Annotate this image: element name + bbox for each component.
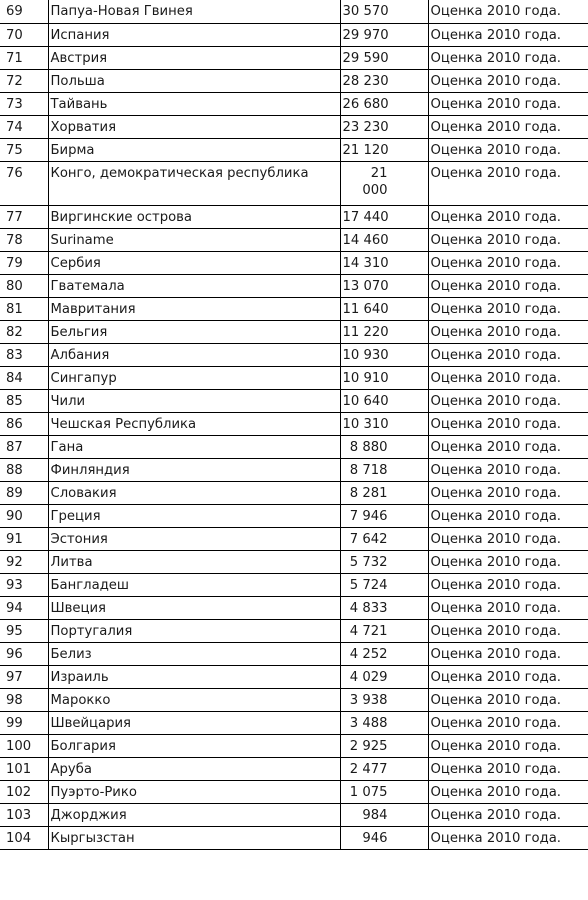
value-cell: 10 640 — [340, 389, 428, 412]
row-number-cell: 99 — [0, 711, 48, 734]
country-name-cell: Швеция — [48, 596, 340, 619]
value-cell: 11 220 — [340, 320, 428, 343]
table-row — [0, 297, 588, 320]
row-number-cell: 77 — [0, 205, 48, 228]
note-cell: Оценка 2010 года. — [428, 274, 588, 297]
country-name-cell: Гватемала — [48, 274, 340, 297]
value-cell: 17 440 — [340, 205, 428, 228]
note-cell: Оценка 2010 года. — [428, 412, 588, 435]
note-cell: Оценка 2010 года. — [428, 688, 588, 711]
country-name-cell: Польша — [48, 69, 340, 92]
note-cell: Оценка 2010 года. — [428, 343, 588, 366]
country-name-cell: Пуэрто-Рико — [48, 780, 340, 803]
value-cell: 23 230 — [340, 115, 428, 138]
table-row — [0, 435, 588, 458]
row-number-cell: 72 — [0, 69, 48, 92]
value-cell: 11 640 — [340, 297, 428, 320]
value-cell: 8 880 — [340, 435, 428, 458]
table-row — [0, 251, 588, 274]
value-cell: 4 833 — [340, 596, 428, 619]
value-cell: 29 970 — [340, 23, 428, 46]
row-number-cell: 85 — [0, 389, 48, 412]
country-name-cell: Австрия — [48, 46, 340, 69]
table-row — [0, 161, 588, 205]
value-cell: 3 938 — [340, 688, 428, 711]
note-cell: Оценка 2010 года. — [428, 389, 588, 412]
row-number-cell: 94 — [0, 596, 48, 619]
table-row — [0, 481, 588, 504]
table-row — [0, 0, 588, 23]
country-name-cell: Литва — [48, 550, 340, 573]
row-number-cell: 75 — [0, 138, 48, 161]
row-number-cell: 101 — [0, 757, 48, 780]
table-row — [0, 734, 588, 757]
note-cell: Оценка 2010 года. — [428, 92, 588, 115]
row-number-cell: 81 — [0, 297, 48, 320]
country-name-cell: Виргинские острова — [48, 205, 340, 228]
table-row — [0, 205, 588, 228]
note-cell: Оценка 2010 года. — [428, 115, 588, 138]
note-cell: Оценка 2010 года. — [428, 320, 588, 343]
row-number-cell: 100 — [0, 734, 48, 757]
row-number-cell: 87 — [0, 435, 48, 458]
note-cell: Оценка 2010 года. — [428, 780, 588, 803]
row-number-cell: 83 — [0, 343, 48, 366]
row-number-cell: 82 — [0, 320, 48, 343]
table-row — [0, 366, 588, 389]
row-number-cell: 76 — [0, 161, 48, 205]
value-cell: 4 721 — [340, 619, 428, 642]
row-number-cell: 69 — [0, 0, 48, 23]
value-cell: 13 070 — [340, 274, 428, 297]
value-cell: 7 642 — [340, 527, 428, 550]
value-cell: 5 724 — [340, 573, 428, 596]
row-number-cell: 103 — [0, 803, 48, 826]
country-name-cell: Сингапур — [48, 366, 340, 389]
note-cell: Оценка 2010 года. — [428, 481, 588, 504]
country-name-cell: Аруба — [48, 757, 340, 780]
country-name-cell: Сербия — [48, 251, 340, 274]
value-cell: 4 029 — [340, 665, 428, 688]
table-row — [0, 343, 588, 366]
note-cell: Оценка 2010 года. — [428, 0, 588, 23]
note-cell: Оценка 2010 года. — [428, 366, 588, 389]
note-cell: Оценка 2010 года. — [428, 550, 588, 573]
value-cell: 14 460 — [340, 228, 428, 251]
note-cell: Оценка 2010 года. — [428, 297, 588, 320]
table-row — [0, 228, 588, 251]
country-name-cell: Гана — [48, 435, 340, 458]
row-number-cell: 86 — [0, 412, 48, 435]
country-name-cell: Бирма — [48, 138, 340, 161]
table-row — [0, 138, 588, 161]
table-row — [0, 573, 588, 596]
note-cell: Оценка 2010 года. — [428, 642, 588, 665]
row-number-cell: 102 — [0, 780, 48, 803]
table-row — [0, 23, 588, 46]
country-name-cell: Словакия — [48, 481, 340, 504]
note-cell: Оценка 2010 года. — [428, 826, 588, 849]
table-row — [0, 115, 588, 138]
country-name-cell: Эстония — [48, 527, 340, 550]
country-name-cell: Тайвань — [48, 92, 340, 115]
table-row — [0, 46, 588, 69]
value-cell: 7 946 — [340, 504, 428, 527]
table-row — [0, 619, 588, 642]
country-name-cell: Suriname — [48, 228, 340, 251]
note-cell: Оценка 2010 года. — [428, 527, 588, 550]
country-name-cell: Папуа-Новая Гвинея — [48, 0, 340, 23]
value-cell: 2 925 — [340, 734, 428, 757]
table-row — [0, 803, 588, 826]
note-cell: Оценка 2010 года. — [428, 205, 588, 228]
table-row — [0, 274, 588, 297]
value-cell: 3 488 — [340, 711, 428, 734]
row-number-cell: 95 — [0, 619, 48, 642]
value-cell: 4 252 — [340, 642, 428, 665]
country-name-cell: Бельгия — [48, 320, 340, 343]
note-cell: Оценка 2010 года. — [428, 757, 588, 780]
country-name-cell: Албания — [48, 343, 340, 366]
row-number-cell: 73 — [0, 92, 48, 115]
value-cell: 2 477 — [340, 757, 428, 780]
note-cell: Оценка 2010 года. — [428, 458, 588, 481]
row-number-cell: 70 — [0, 23, 48, 46]
table-row — [0, 665, 588, 688]
table-row — [0, 458, 588, 481]
table-row — [0, 780, 588, 803]
table-row — [0, 389, 588, 412]
table-row — [0, 92, 588, 115]
note-cell: Оценка 2010 года. — [428, 504, 588, 527]
note-cell: Оценка 2010 года. — [428, 228, 588, 251]
country-name-cell: Белиз — [48, 642, 340, 665]
country-name-cell: Хорватия — [48, 115, 340, 138]
row-number-cell: 71 — [0, 46, 48, 69]
note-cell: Оценка 2010 года. — [428, 138, 588, 161]
table-row — [0, 711, 588, 734]
value-cell: 21 120 — [340, 138, 428, 161]
row-number-cell: 89 — [0, 481, 48, 504]
row-number-cell: 91 — [0, 527, 48, 550]
row-number-cell: 104 — [0, 826, 48, 849]
row-number-cell: 74 — [0, 115, 48, 138]
value-cell: 26 680 — [340, 92, 428, 115]
row-number-cell: 80 — [0, 274, 48, 297]
row-number-cell: 96 — [0, 642, 48, 665]
table-row — [0, 550, 588, 573]
note-cell: Оценка 2010 года. — [428, 161, 588, 205]
note-cell: Оценка 2010 года. — [428, 619, 588, 642]
value-cell: 984 — [340, 803, 428, 826]
country-name-cell: Болгария — [48, 734, 340, 757]
table-row — [0, 688, 588, 711]
note-cell: Оценка 2010 года. — [428, 573, 588, 596]
value-cell: 10 930 — [340, 343, 428, 366]
value-cell: 1 075 — [340, 780, 428, 803]
row-number-cell: 98 — [0, 688, 48, 711]
table-row — [0, 527, 588, 550]
value-cell: 10 310 — [340, 412, 428, 435]
country-name-cell: Испания — [48, 23, 340, 46]
row-number-cell: 97 — [0, 665, 48, 688]
value-cell: 21 000 — [340, 161, 428, 205]
table-row — [0, 320, 588, 343]
value-cell: 14 310 — [340, 251, 428, 274]
country-name-cell: Марокко — [48, 688, 340, 711]
note-cell: Оценка 2010 года. — [428, 711, 588, 734]
row-number-cell: 84 — [0, 366, 48, 389]
value-cell: 30 570 — [340, 0, 428, 23]
country-name-cell: Кыргызстан — [48, 826, 340, 849]
row-number-cell: 92 — [0, 550, 48, 573]
table-row — [0, 642, 588, 665]
country-name-cell: Чили — [48, 389, 340, 412]
value-cell: 5 732 — [340, 550, 428, 573]
table-row — [0, 69, 588, 92]
country-name-cell: Финляндия — [48, 458, 340, 481]
country-name-cell: Израиль — [48, 665, 340, 688]
country-name-cell: Бангладеш — [48, 573, 340, 596]
country-name-cell: Джорджия — [48, 803, 340, 826]
row-number-cell: 93 — [0, 573, 48, 596]
row-number-cell: 90 — [0, 504, 48, 527]
note-cell: Оценка 2010 года. — [428, 435, 588, 458]
note-cell: Оценка 2010 года. — [428, 665, 588, 688]
value-cell: 946 — [340, 826, 428, 849]
country-name-cell: Мавритания — [48, 297, 340, 320]
row-number-cell: 88 — [0, 458, 48, 481]
note-cell: Оценка 2010 года. — [428, 734, 588, 757]
row-number-cell: 79 — [0, 251, 48, 274]
value-cell: 8 281 — [340, 481, 428, 504]
value-cell: 29 590 — [340, 46, 428, 69]
country-name-cell: Конго, демократическая республика — [48, 161, 340, 205]
table-row — [0, 412, 588, 435]
table-row — [0, 596, 588, 619]
value-cell: 28 230 — [340, 69, 428, 92]
country-name-cell: Португалия — [48, 619, 340, 642]
value-cell: 8 718 — [340, 458, 428, 481]
note-cell: Оценка 2010 года. — [428, 596, 588, 619]
note-cell: Оценка 2010 года. — [428, 23, 588, 46]
table-row — [0, 826, 588, 849]
table-row — [0, 504, 588, 527]
country-name-cell: Греция — [48, 504, 340, 527]
note-cell: Оценка 2010 года. — [428, 69, 588, 92]
note-cell: Оценка 2010 года. — [428, 46, 588, 69]
country-name-cell: Чешская Республика — [48, 412, 340, 435]
country-name-cell: Швейцария — [48, 711, 340, 734]
note-cell: Оценка 2010 года. — [428, 803, 588, 826]
row-number-cell: 78 — [0, 228, 48, 251]
table-row — [0, 757, 588, 780]
value-cell: 10 910 — [340, 366, 428, 389]
note-cell: Оценка 2010 года. — [428, 251, 588, 274]
